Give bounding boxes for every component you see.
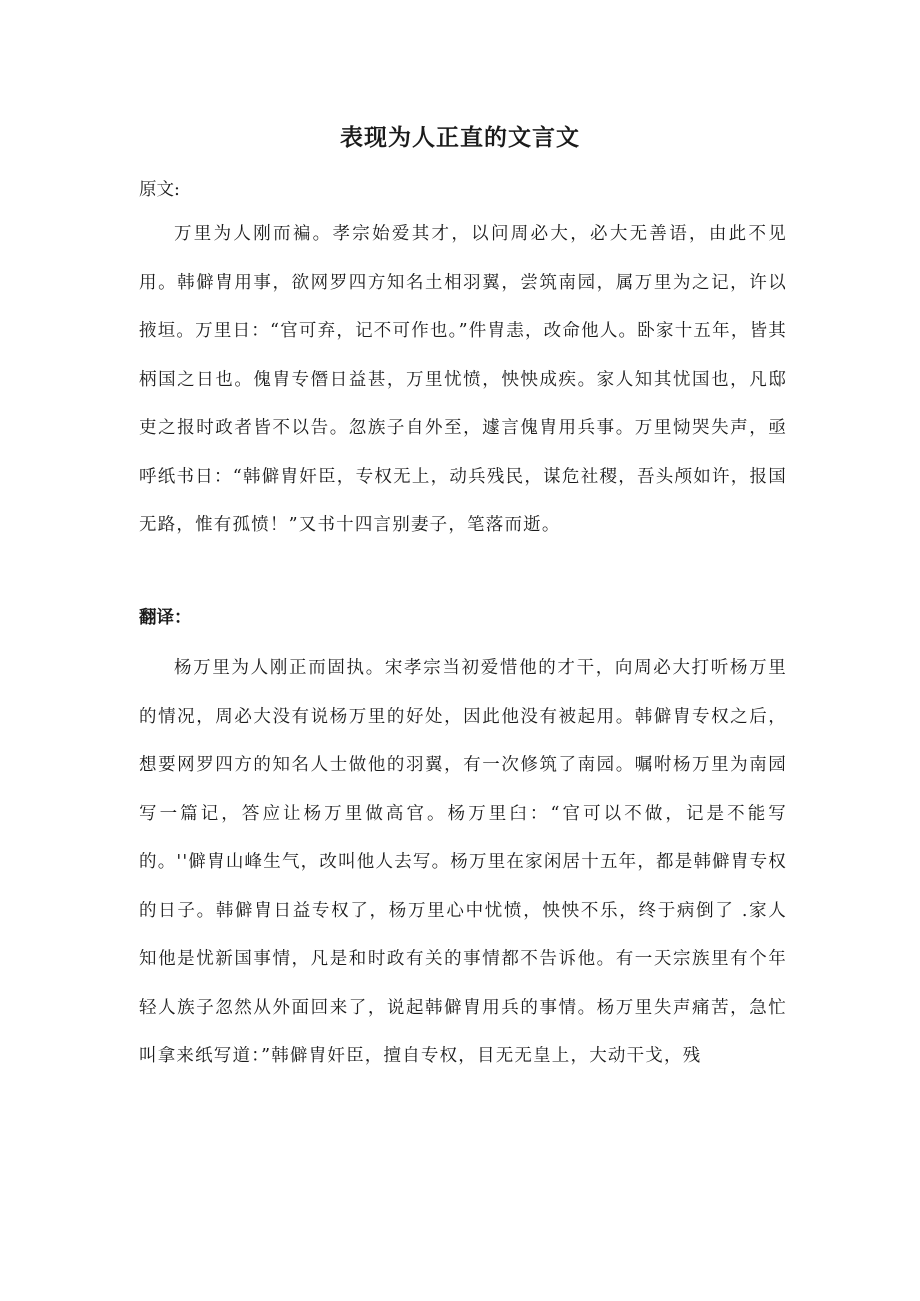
translation-paragraph: 杨万里为人刚正而固执。宋孝宗当初爱惜他的才干，向周必大打听杨万里的情况，周必大没有说杨万里的好处，因此他没有被起用。韩僻胄专权之后，想要网罗四方的知名人士做他的羽翼，有一次修筑了南园。嘱咐杨万里为南园写一篇记，答应让杨万里做高官。杨万里臼：“官可以不做，记是不能写的。''僻胄山峰生气，改叫他人去写。杨万里在家闲居十五年，都是韩僻胄专权的日子。韩僻胄日益专权了，杨万里心中忧愤，怏怏不乐，终于病倒了 .家人知他是忧新国事情，凡是和时政有关的事情都不告诉他。有一天宗族里有个年轻人族子忽然从外面回来了，说起韩僻胄用兵的事情。杨万里失声痛苦，急忙叫拿来纸写道：”韩僻胄奸臣，擅自专权，目无无皇上，大动干戈，残 [139,658,787,1066]
original-text-paragraph: 万里为人刚而褊。孝宗始爱其才，以问周必大，必大无善语，由此不见用。韩僻胄用事，欲网罗四方知名土相羽翼，尝筑南园，属万里为之记，许以掖垣。万里日：“官可弃，记不可作也。”件胄恚，改命他人。卧家十五年，皆其柄国之日也。傀胄专僭日益甚，万里忧愤，怏怏成疾。家人知其忧国也，凡邸吏之报时政者皆不以告。忽族子自外至，遽言傀胄用兵事。万里恸哭失声，亟呼纸书日：“韩僻胄奸臣，专权无上，动兵残民，谋危社稷，吾头颅如许，报国无路，惟有孤愤！”又书十四言别妻子，笔落而逝。 [139,224,787,535]
document-title: 表现为人正直的文言文 [340,124,580,151]
original-text-label: 原文: [139,180,180,200]
translation-label: 翻译： [139,608,192,628]
